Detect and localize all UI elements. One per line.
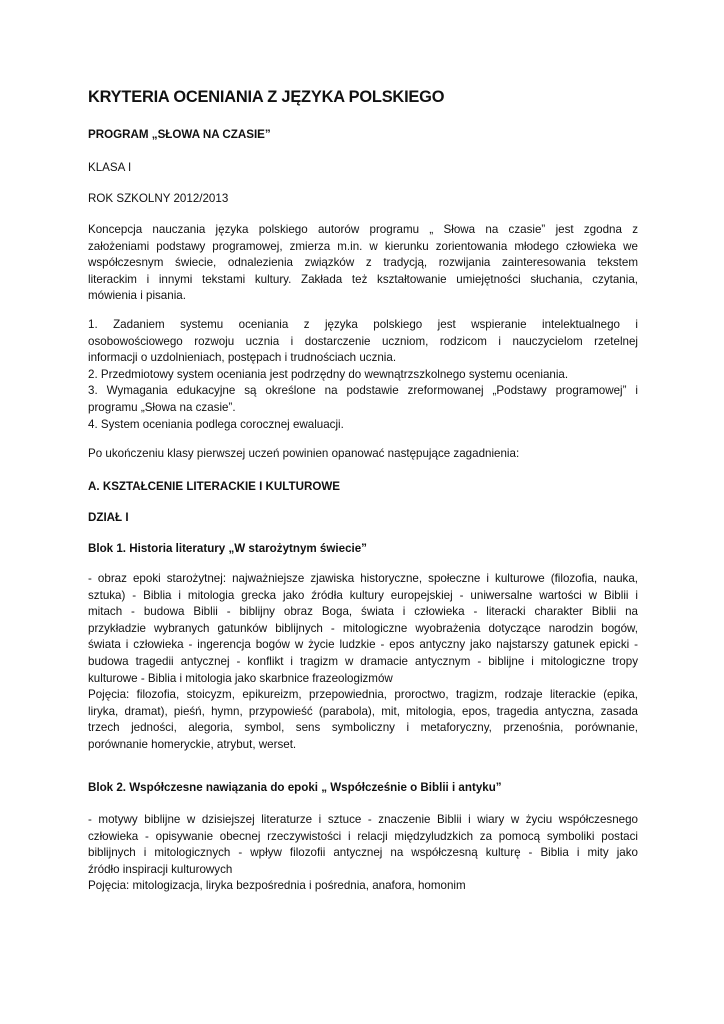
- block2-content: [88, 812, 638, 895]
- intro-line: mówienia i pisania.: [88, 289, 186, 303]
- rule-item: 3. Wymagania edukacyjne są określone na podstawie zreformowanej „Podstawy programowej” i: [88, 384, 638, 398]
- intro-paragraph: [88, 222, 638, 305]
- rule-item: programu „Słowa na czasie”.: [88, 400, 236, 414]
- block1-line: porównanie homeryckie, atrybut, werset.: [88, 737, 297, 751]
- block1-line: Pojęcia: filozofia, stoicyzm, epikureizm, przepowiednia, proroctwo, tragizm, rodzaje literackie (epika,: [88, 688, 638, 702]
- block1-line: sztuka) - Biblia i mitologia grecka jako źródła kultury europejskiej - uniwersalne wartości w Biblii i: [88, 588, 638, 602]
- program-name: PROGRAM „SŁOWA NA CZASIE”: [88, 128, 271, 141]
- rule-item: osobowościowego rozwoju ucznia i dostarczenie uczniom, rodzicom i nauczycielom rzetelnej: [88, 334, 638, 348]
- outcomes-intro: Po ukończeniu klasy pierwszej uczeń powinien opanować następujące zagadnienia:: [88, 447, 520, 460]
- intro-line: założeniami podstawy programowej, zmierza m.in. w kierunku zorientowania młodego człowieka we: [88, 239, 638, 253]
- block1-line: - obraz epoki starożytnej: najważniejsze zjawiska historyczne, społeczne i kulturowe (filozofia, nauka,: [88, 572, 638, 585]
- block1-line: kulturowe - Biblia i mitologia jako skarbnice frazeologizmów: [88, 671, 393, 685]
- class-level: KLASA I: [88, 161, 132, 174]
- block2-line: - motywy biblijne w dzisiejszej literaturze i sztuce - znaczenie Biblii i wiary w życiu współczesnego: [88, 813, 638, 826]
- block2-line: biblijnych i mitologicznych - wpływ filozofii antycznej na współczesną kulturę - Biblia i mity jako: [88, 846, 638, 860]
- block1-line: mitach - budowa Biblii - biblijny obraz Boga, świata i człowieka - literacki charakter Biblii na: [88, 605, 638, 619]
- rule-item: 4. System oceniania podlega corocznej ewaluacji.: [88, 417, 344, 431]
- intro-line: literackim i innymi tekstami kultury. Zakłada też kształtowanie umiejętności słuchania, czytania,: [88, 272, 638, 286]
- block1-line: świata i człowieka - ingerencja bogów w życie ludzkie - epos antyczny jako najstarszy gatunek epicki -: [88, 638, 638, 652]
- block1-heading: Blok 1. Historia literatury „W starożytnym świecie”: [88, 542, 367, 555]
- block1-line: budowa tragedii antycznej - konflikt i tragizm w dramacie antycznym - biblijne i mitologiczne tropy: [88, 654, 638, 668]
- rule-item: informacji o uzdolnieniach, postępach i trudnościach ucznia.: [88, 351, 397, 365]
- part-heading: DZIAŁ I: [88, 511, 129, 524]
- block1-line: liryka, dramat), pieśń, hymn, przypowieść (parabola), mit, mitologia, epos, tragedia antyczna, zasada: [88, 704, 638, 718]
- block2-line: Pojęcia: mitologizacja, liryka bezpośrednia i pośrednia, anafora, homonim: [88, 879, 466, 893]
- block2-line: człowieka - opisywanie obecnej rzeczywistości i relacji międzyludzkich za pomocą symboliki postaci: [88, 829, 638, 843]
- section-heading: A. KSZTAŁCENIE LITERACKIE I KULTUROWE: [88, 480, 341, 493]
- rules-list: [88, 317, 638, 433]
- document-title: KRYTERIA OCENIANIA Z JĘZYKA POLSKIEGO: [88, 88, 445, 106]
- school-year: ROK SZKOLNY 2012/2013: [88, 192, 229, 205]
- block2-heading: Blok 2. Współczesne nawiązania do epoki „ Współcześnie o Biblii i antyku”: [88, 781, 502, 794]
- intro-line: Koncepcja nauczania języka polskiego autorów programu „ Słowa na czasie” jest zgodna z: [88, 223, 638, 236]
- rule-item: 2. Przedmiotowy system oceniania jest podrzędny do wewnątrzszkolnego systemu oceniania.: [88, 367, 569, 381]
- intro-line: współczesnym świecie, odnalezienia związków z tradycją, rozwijania zainteresowania tekstem: [88, 256, 638, 270]
- block1-line: trzech jedności, alegoria, symbol, sens symboliczny i metaforyczny, przenośnia, porównanie,: [88, 721, 638, 735]
- rule-item: 1. Zadaniem systemu oceniania z języka polskiego jest wspieranie intelektualnego i: [88, 318, 638, 331]
- block1-line: przykładzie wybranych gatunków biblijnych - mitologiczne wyobrażenia dotyczące narodzin bogów,: [88, 621, 638, 635]
- block2-line: źródło inspiracji kulturowych: [88, 862, 233, 876]
- block1-content: [88, 571, 638, 754]
